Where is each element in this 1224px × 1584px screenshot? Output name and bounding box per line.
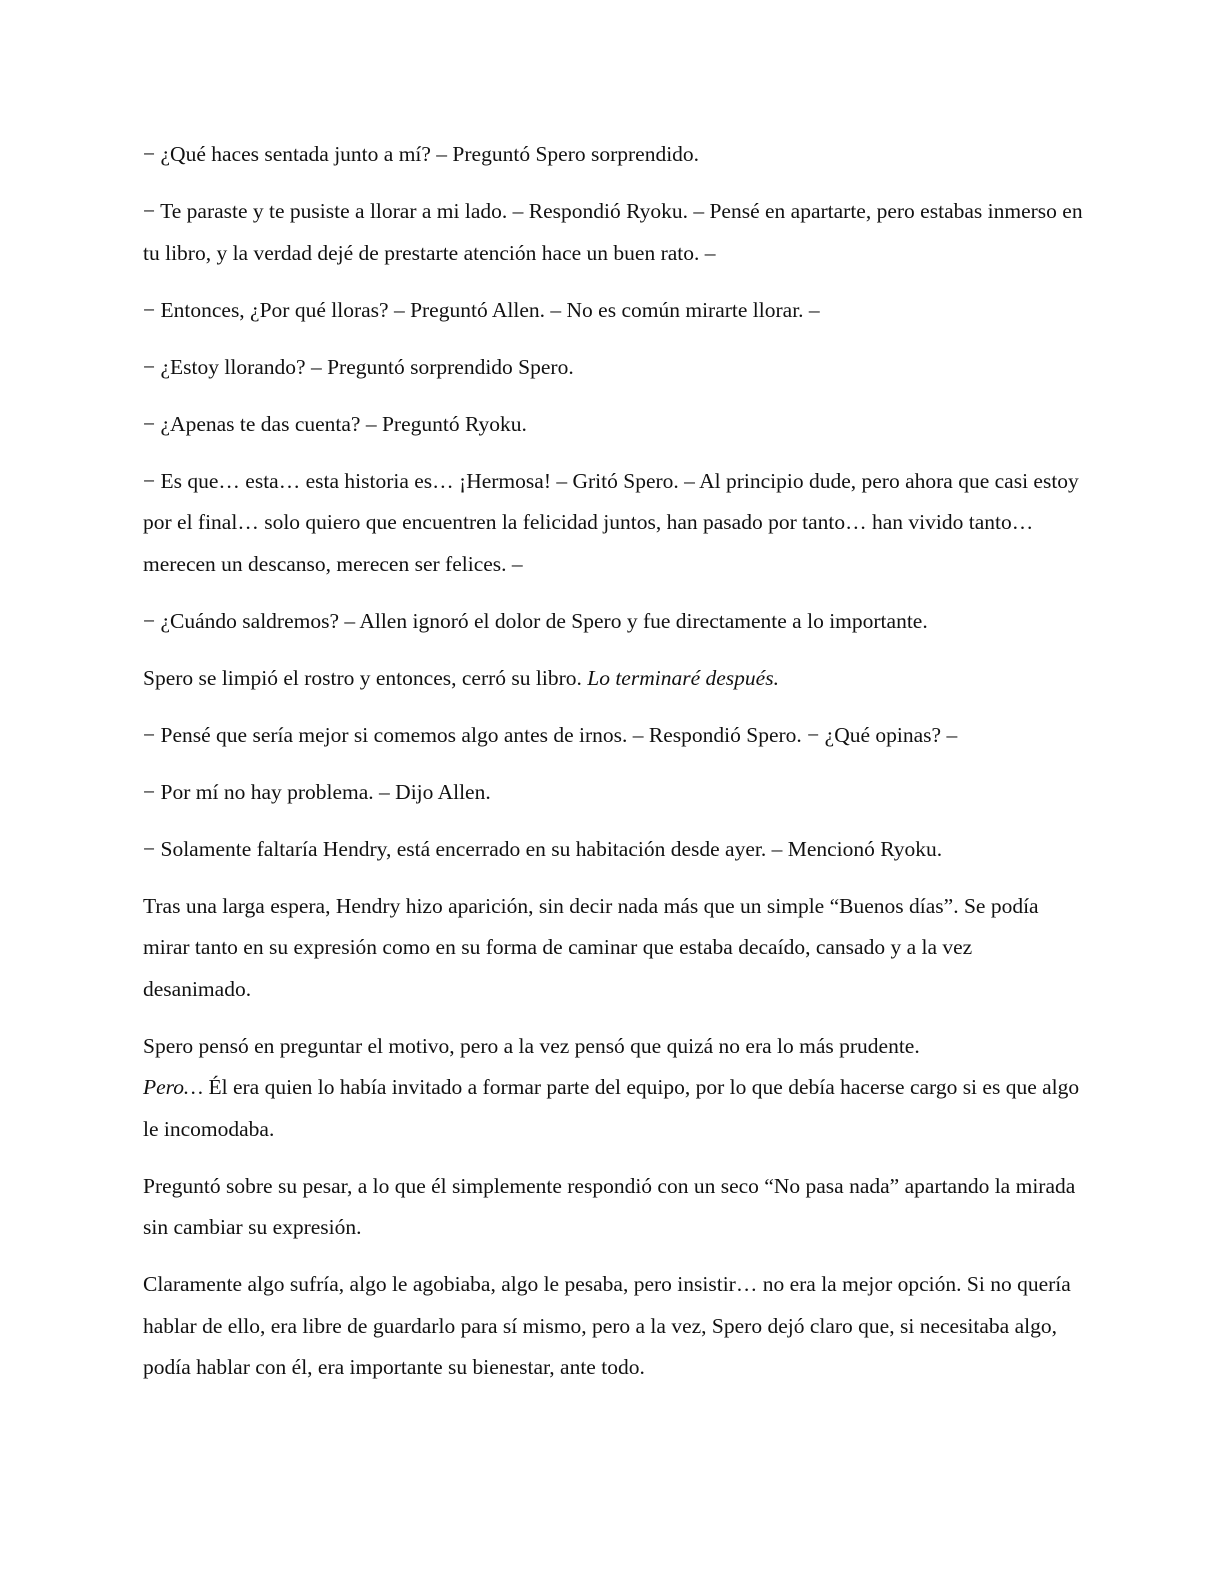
paragraph-14: Preguntó sobre su pesar, a lo que él simplemente respondió con un seco “No pasa nada” apartando la mirada sin cambiar su expresión. <box>143 1173 1076 1239</box>
paragraph-8 <box>143 658 1083 700</box>
paragraph-13-text-after: Él era quien lo había invitado a formar parte del equipo, por lo que debía hacerse cargo si es que algo le incomodaba. <box>143 1075 1080 1141</box>
document-page <box>143 134 1083 1404</box>
paragraph-12: Tras una larga espera, Hendry hizo aparición, sin decir nada más que un simple “Buenos días”. Se podía mirar tanto en su expresión como en su forma de caminar que estaba decaído, cansado y a la vez desanimado. <box>143 893 1039 1001</box>
paragraph-1: − ¿Qué haces sentada junto a mí? – Preguntó Spero sorprendido. <box>143 142 700 166</box>
paragraph-15: Claramente algo sufría, algo le agobiaba, algo le pesaba, pero insistir… no era la mejor opción. Si no quería hablar de ello, era libre de guardarlo para sí mismo, pero a la vez, Spero dejó claro que, si necesitaba algo, podía hablar con él, era importante su bienestar, ante todo. <box>143 1272 1071 1379</box>
paragraph-13 <box>143 1026 1083 1151</box>
paragraph-7: − ¿Cuándo saldremos? – Allen ignoró el dolor de Spero y fue directamente a lo importante. <box>143 608 928 633</box>
paragraph-5: − ¿Apenas te das cuenta? – Preguntó Ryoku. <box>143 411 527 436</box>
paragraph-8-italic: Lo terminaré después. <box>587 665 779 690</box>
paragraph-3: − Entonces, ¿Por qué lloras? – Preguntó Allen. – No es común mirarte llorar. – <box>143 297 820 322</box>
paragraph-9: − Pensé que sería mejor si comemos algo antes de irnos. – Respondió Spero. − ¿Qué opinas? – <box>143 722 958 747</box>
paragraph-6: − Es que… esta… esta historia es… ¡Hermosa! – Gritó Spero. – Al principio dude, pero ahora que casi estoy por el final… solo quiero que encuentren la felicidad juntos, han pasado por tanto… han vivido tanto… merecen un descanso, merecen ser felices. – <box>143 468 1079 576</box>
paragraph-8-text: Spero se limpió el rostro y entonces, cerró su libro. <box>143 665 588 690</box>
paragraph-10: − Por mí no hay problema. – Dijo Allen. <box>143 779 491 804</box>
paragraph-2: − Te paraste y te pusiste a llorar a mi lado. – Respondió Ryoku. – Pensé en apartarte, pero estabas inmerso en tu libro, y la verdad dejé de prestarte atención hace un buen rato. – <box>143 199 1083 265</box>
paragraph-13-text-before: Spero pensó en preguntar el motivo, pero a la vez pensó que quizá no era lo más prudente. <box>143 1033 920 1058</box>
paragraph-4: − ¿Estoy llorando? – Preguntó sorprendido Spero. <box>143 354 574 379</box>
paragraph-11: − Solamente faltaría Hendry, está encerrado en su habitación desde ayer. – Mencionó Ryoku. <box>143 836 943 861</box>
paragraph-13-italic: Pero… <box>143 1075 204 1099</box>
